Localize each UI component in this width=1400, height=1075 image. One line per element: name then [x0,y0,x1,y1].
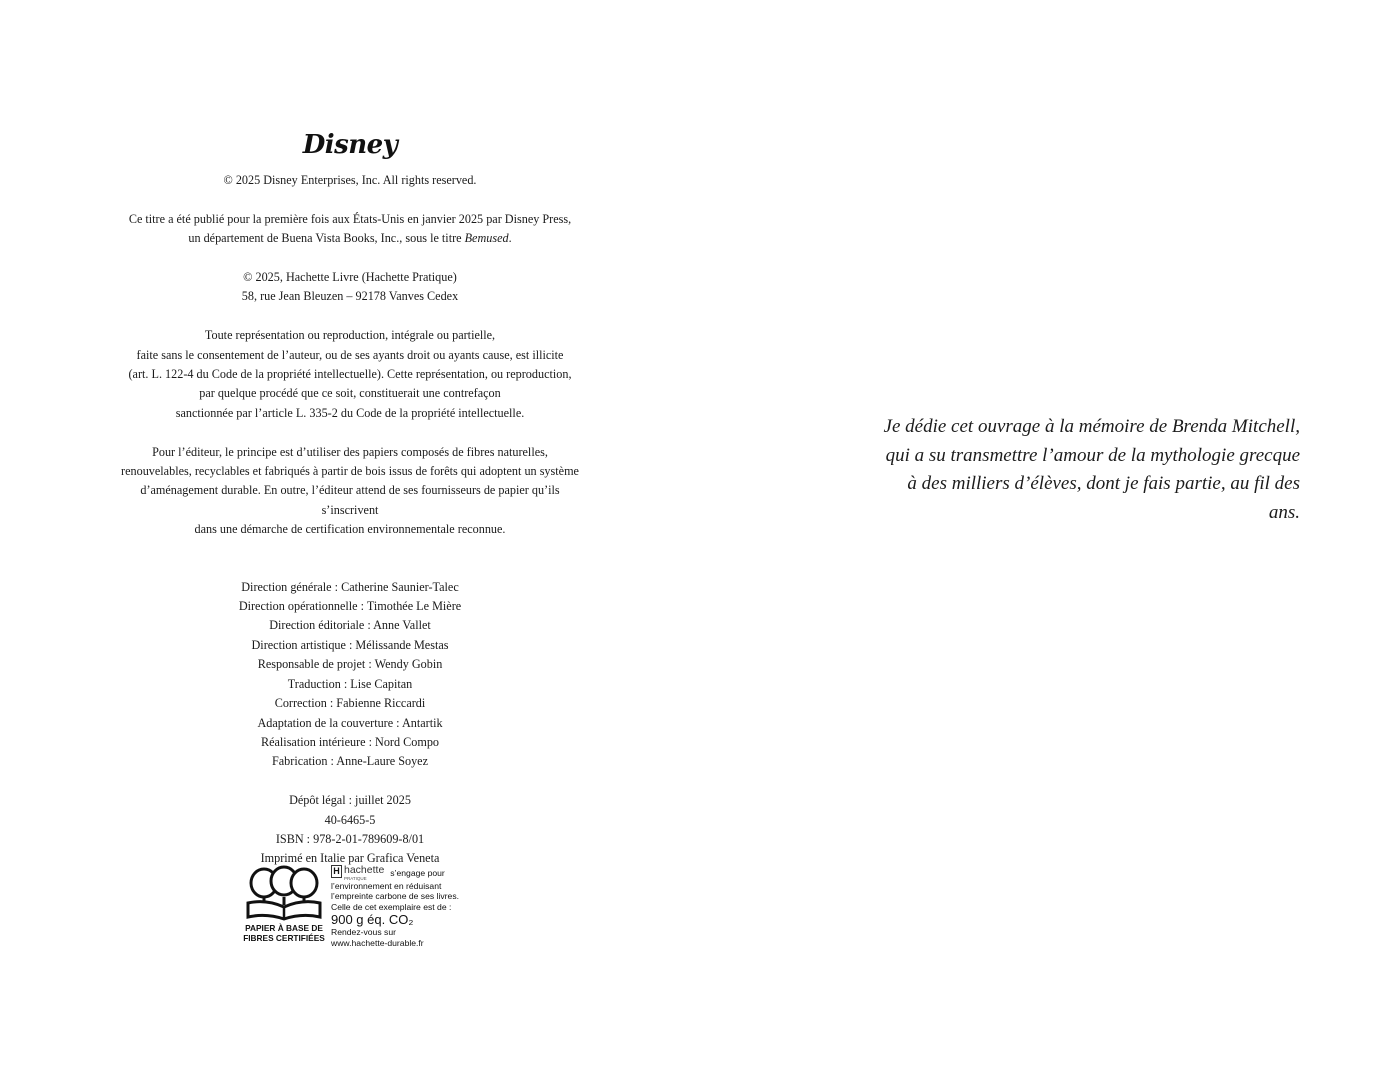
reproduction-notice [120,326,580,423]
disney-logo: Disney [302,130,398,160]
publisher-info [120,268,580,307]
hachette-mark-icon: H [331,865,342,878]
copyright-line: © 2025 Disney Enterprises, Inc. All rights reserved. [223,173,477,187]
original-title: Bemused [464,231,509,246]
credit-line: Fabrication : Anne-Laure Soyez [271,754,428,769]
eco-badge [243,865,583,955]
dedication-line: Je dédie cet ouvrage à la mémoire de Brenda Mitchell, [883,416,1300,437]
credit-line: Direction artistique : Mélissande Mestas [251,637,449,652]
credit-line: Adaptation de la couverture : Antartik [257,715,443,730]
dedication-line: qui a su transmettre l’amour de la mythologie grecque [885,444,1300,466]
dedication-line: à des milliers d’élèves, dont je fais partie, au fil des ans. [907,473,1300,523]
carbon-footprint-info [331,865,491,948]
disney-copyright [120,171,580,190]
text-line: faite sans le consentement de l’auteur, ou de ses ayants droit ou ayants cause, est illicite [136,347,564,362]
certified-paper-badge [243,865,325,943]
publication-notice [120,210,580,249]
copyright-page [120,130,580,948]
eco-caption-1: PAPIER À BASE DE [245,923,323,933]
text-line: Pour l’éditeur, le principe est d’utiliser des papiers composés de fibres naturelles, [152,444,548,459]
hachette-name: hachette [344,864,385,876]
isbn: ISBN : 978-2-01-789609-8/01 [275,831,425,846]
dedication [880,413,1300,527]
credit-line: Direction éditoriale : Anne Vallet [269,618,431,633]
text-line: (art. L. 122-4 du Code de la propriété intellectuelle). Cette représentation, ou reproduction, [128,367,572,382]
eco-line: s’engage pour [390,868,445,878]
credit-line: Direction opérationnelle : Timothée Le Mière [238,599,462,614]
text-line: Ce titre a été publié pour la première fois aux États-Unis en janvier 2025 par Disney Press, [128,211,572,226]
text-line: Toute représentation ou reproduction, intégrale ou partielle, [204,328,496,343]
text-line: © 2025, Hachette Livre (Hachette Pratique) [243,270,457,284]
hachette-logo [331,865,384,881]
eco-caption-2: FIBRES CERTIFIÉES [243,933,325,943]
eco-line: l’empreinte carbone de ses livres. [331,891,460,902]
printer: Imprimé en Italie par Grafica Veneta [260,851,440,866]
credit-line: Correction : Fabienne Riccardi [274,696,426,711]
credit-line: Direction générale : Catherine Saunier-Talec [241,579,459,594]
hachette-sub: PRATIQUE [344,876,367,881]
text-line: sanctionnée par l’article L. 335-2 du Code de la propriété intellectuelle. [175,405,525,420]
text-line: par quelque procédé que ce soit, constituerait une contrefaçon [199,386,501,401]
credits-list [120,578,580,772]
eco-line: Celle de cet exemplaire est de : [331,901,452,912]
text-line: dans une démarche de certification environnementale reconnue. [194,522,506,537]
text-line: un département de Buena Vista Books, Inc., sous le titre Bemused. [188,231,512,246]
text-line: d’aménagement durable. En outre, l’éditeur attend de ses fournisseurs de papier qu’ils s’inscrivent [140,483,560,517]
environment-notice [120,443,580,540]
credit-line: Traduction : Lise Capitan [287,676,413,691]
credit-line: Responsable de projet : Wendy Gobin [257,657,443,672]
reference-number: 40-6465-5 [324,812,376,827]
credit-line: Réalisation intérieure : Nord Compo [260,734,440,749]
text-line: renouvelables, recyclables et fabriqués à partir de bois issus de forêts qui adoptent un système [121,464,579,479]
trees-book-icon [244,865,324,921]
co2-amount: 900 g éq. CO₂ [331,912,414,928]
legal-info [120,791,580,869]
eco-url: www.hachette-durable.fr [331,937,424,948]
text-line: 58, rue Jean Bleuzen – 92178 Vanves Cedex [241,289,459,304]
eco-line: l’environnement en réduisant [331,881,442,891]
eco-line: Rendez-vous sur [331,927,396,938]
legal-deposit: Dépôt légal : juillet 2025 [289,793,411,808]
